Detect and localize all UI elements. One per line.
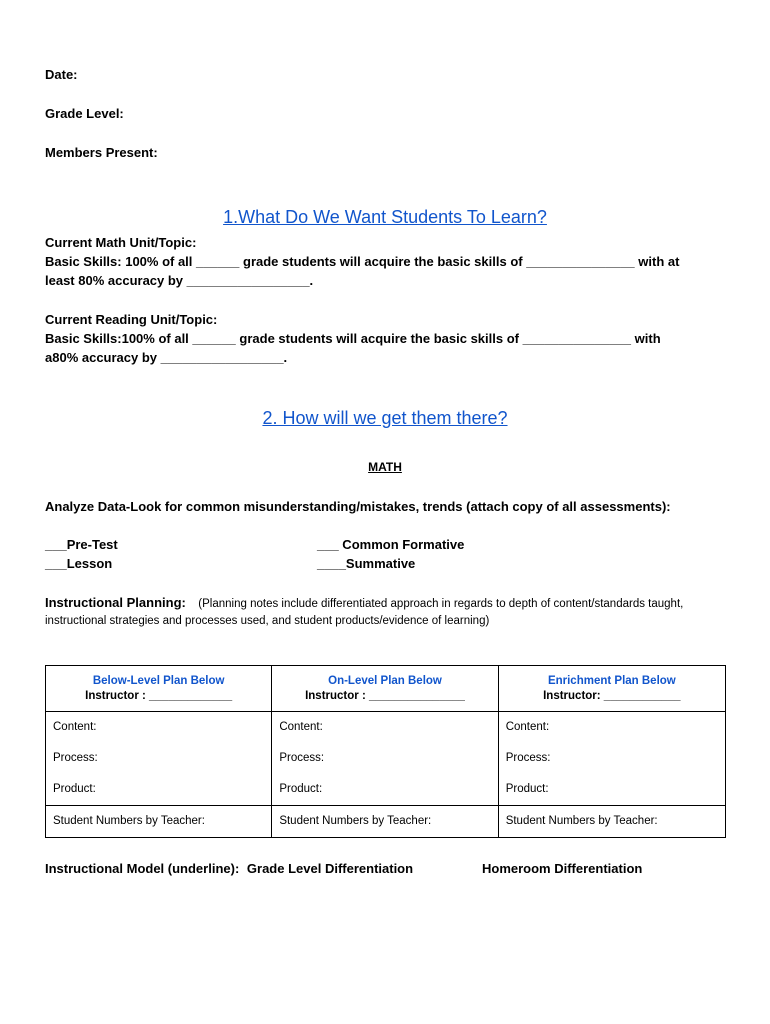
common-formative-item: ___ Common Formative [317,537,465,552]
members-present-label: Members Present: [45,145,158,160]
grade-level-label: Grade Level: [45,106,124,121]
below-level-instructor: Instructor : _____________ [85,689,233,702]
content-label: Content: [505,721,550,733]
planning-note-line1: (Planning notes include differentiated approach in regards to depth of content/standards taught, [198,598,684,610]
product-label: Product: [279,783,323,795]
math-skills-line2: least 80% accuracy by _________________. [45,273,314,288]
math-subheading: MATH [368,460,402,474]
instructional-planning-block [45,593,683,613]
product-label: Product: [53,783,96,795]
enrichment-instructor: Instructor: ____________ [543,689,681,702]
reading-skills-line2: a80% accuracy by _________________. [45,350,288,365]
date-label: Date: [45,67,78,82]
student-numbers-label: Student Numbers by Teacher: [53,815,205,827]
analyze-data-text: Analyze Data-Look for common misunderstanding/mistakes, trends (attach copy of all assessments): [45,499,671,514]
section1-heading: 1.What Do We Want Students To Learn? [223,207,547,227]
section2-heading: 2. How will we get them there? [262,408,508,428]
below-level-student-numbers [46,806,272,838]
on-level-cell [272,712,498,806]
math-unit-label: Current Math Unit/Topic: [45,235,197,250]
below-level-header [46,666,272,712]
content-label: Content: [53,721,97,733]
process-label: Process: [53,752,98,764]
summative-item: ____Summative [317,556,416,571]
product-label: Product: [505,783,549,795]
differentiation-plan-table [45,665,726,838]
enrichment-title: Enrichment Plan Below [547,674,676,687]
on-level-header [272,666,498,712]
lesson-item: ___Lesson [45,556,113,571]
table-row [46,712,726,806]
process-label: Process: [505,752,551,764]
math-skills-line1: Basic Skills: 100% of all ______ grade students will acquire the basic skills of _______________ with at [45,254,680,269]
below-level-cell [46,712,272,806]
instructional-planning-label: Instructional Planning: [45,595,186,610]
process-label: Process: [279,752,325,764]
enrichment-cell [498,712,725,806]
pre-test-item: ___Pre-Test [45,537,118,552]
planning-note-line2: instructional strategies and processes used, and student products/evidence of learning) [45,615,490,627]
on-level-title: On-Level Plan Below [328,674,442,687]
below-level-title: Below-Level Plan Below [92,674,225,687]
reading-unit-label: Current Reading Unit/Topic: [45,312,218,327]
homeroom-differentiation-option: Homeroom Differentiation [482,861,643,876]
on-level-instructor: Instructor : _______________ [305,689,465,702]
content-label: Content: [279,721,323,733]
student-numbers-label: Student Numbers by Teacher: [505,815,658,827]
instructional-model-line [45,859,413,878]
instructional-model-label: Instructional Model (underline): [45,861,240,876]
grade-level-differentiation-option: Grade Level Differentiation [246,861,414,876]
table-header-row [46,666,726,712]
student-numbers-label: Student Numbers by Teacher: [279,815,432,827]
on-level-student-numbers [272,806,498,838]
enrichment-student-numbers [498,806,725,838]
table-row [46,806,726,838]
enrichment-header [498,666,725,712]
reading-skills-line1: Basic Skills:100% of all ______ grade students will acquire the basic skills of _______________ with [45,331,661,346]
